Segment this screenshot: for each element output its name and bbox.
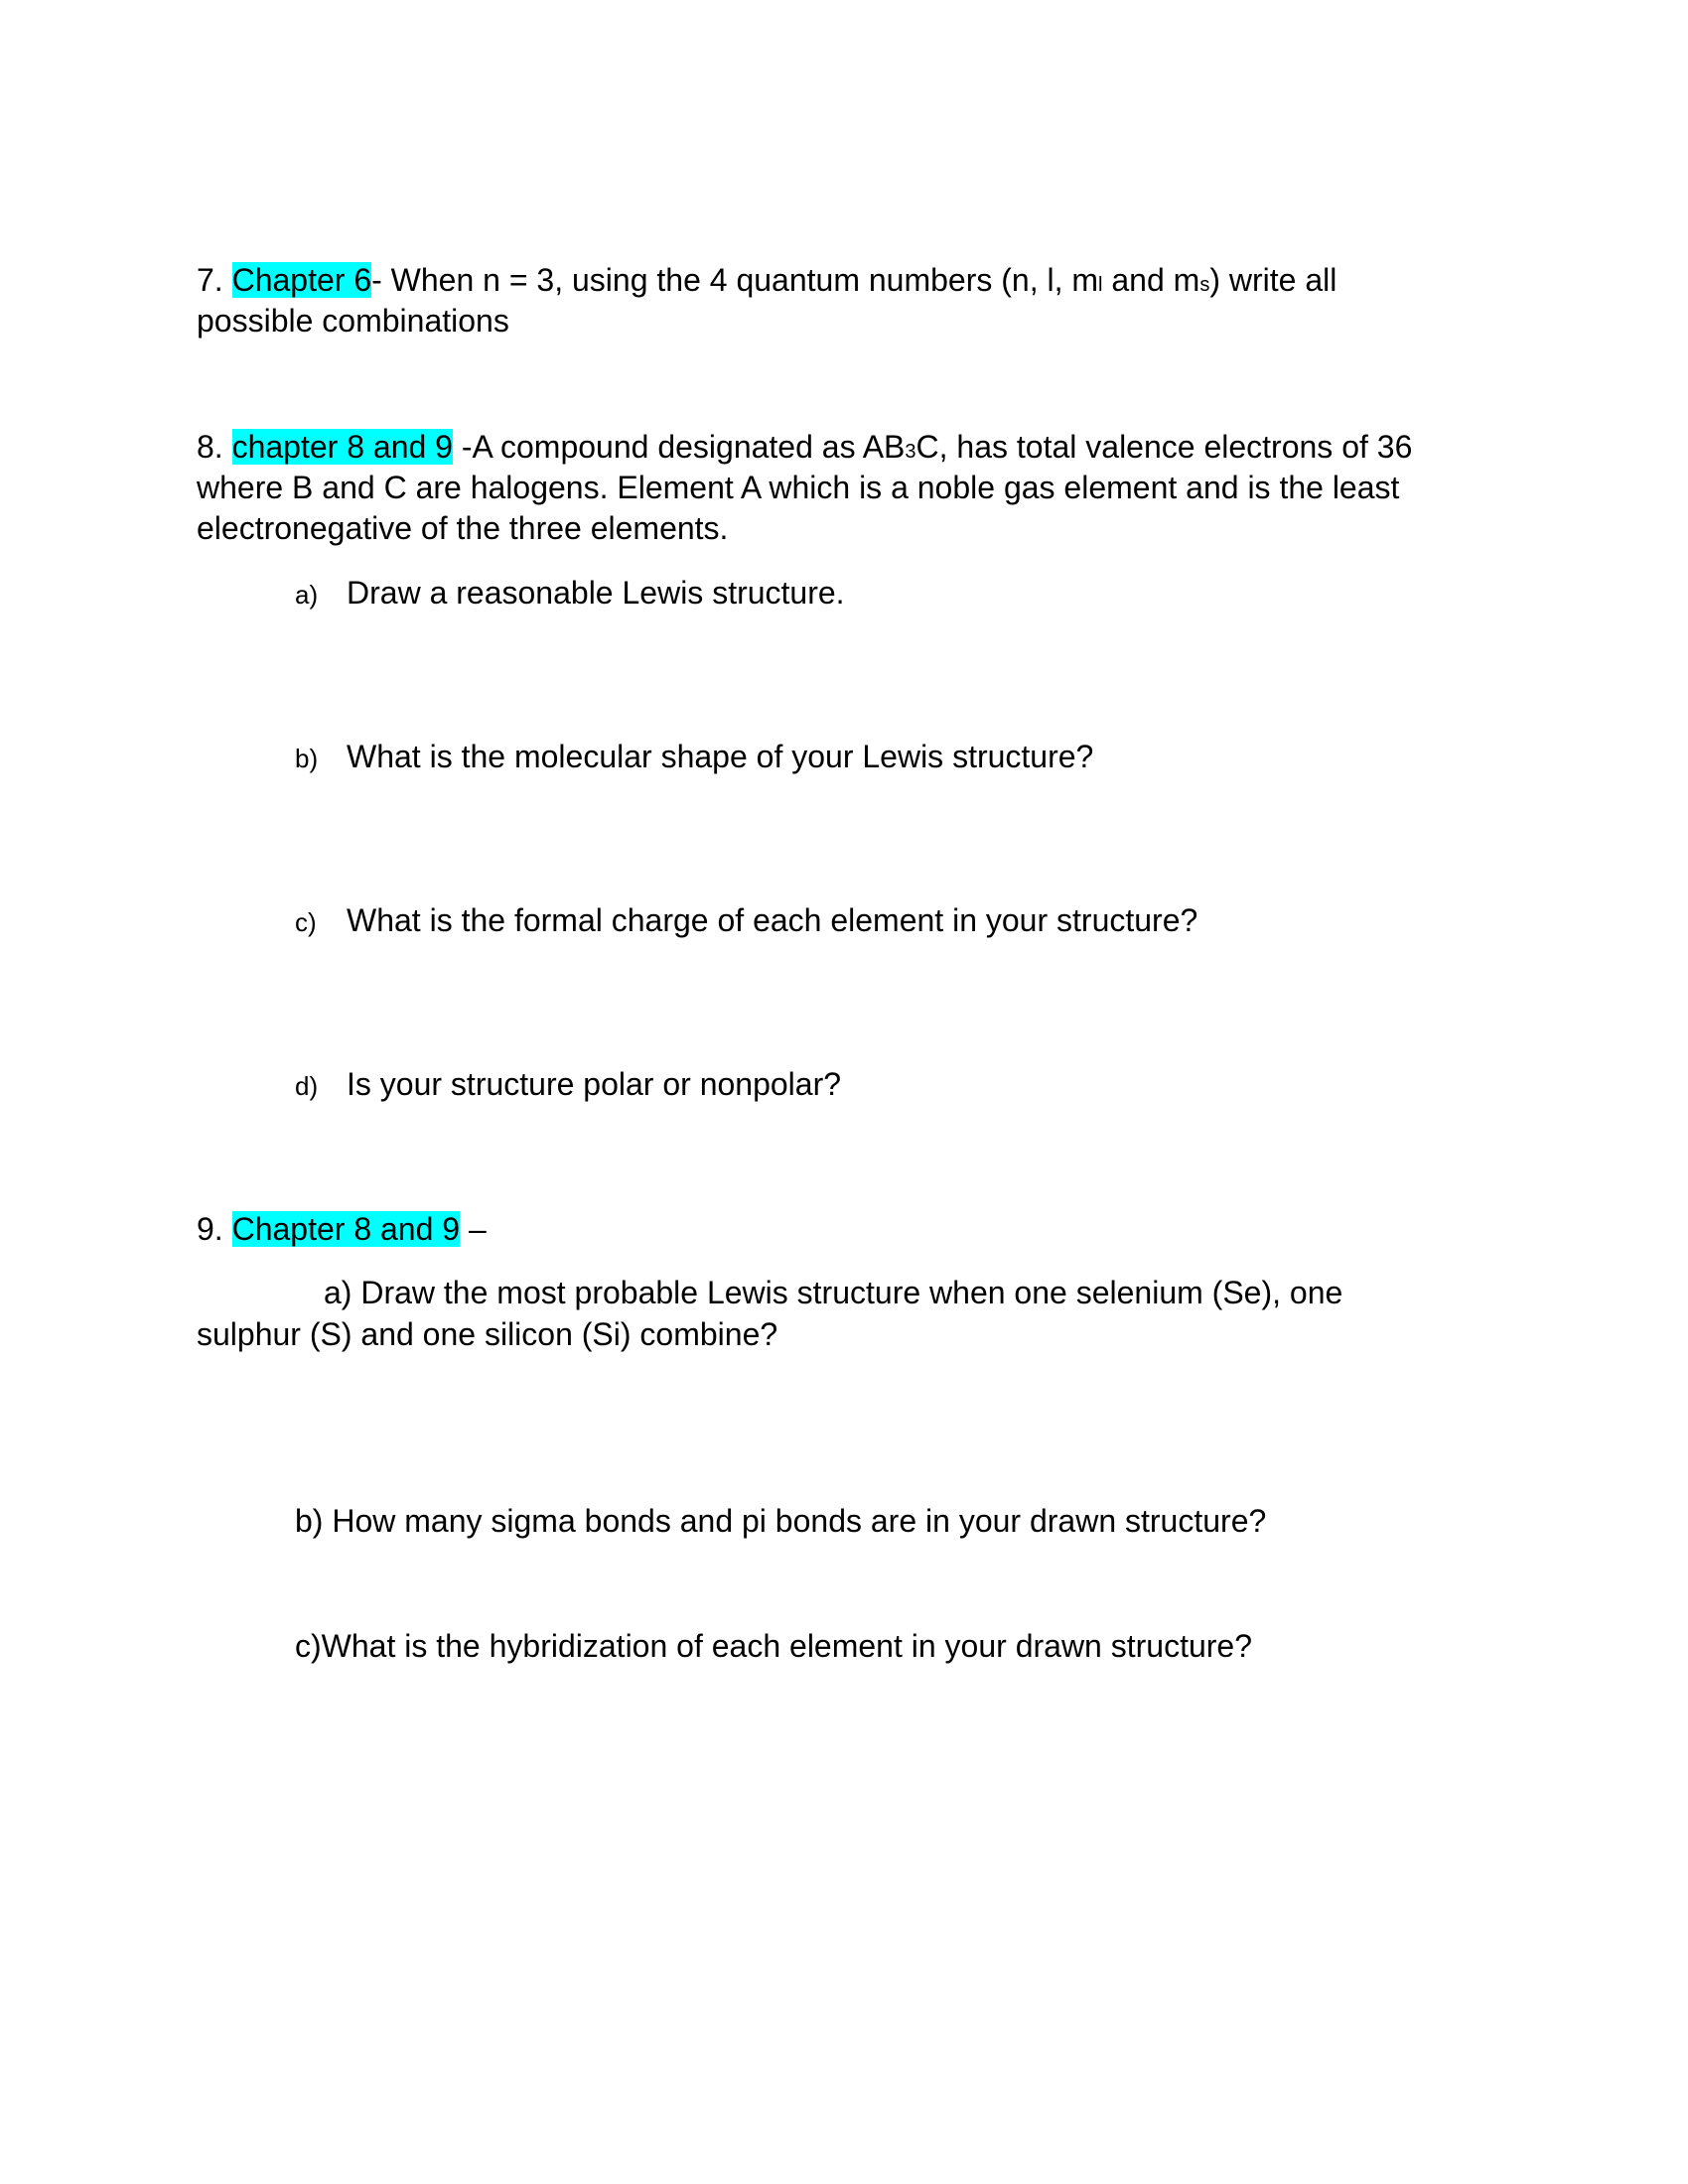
question-9-chapter-highlight: Chapter 8 and 9 (231, 1211, 461, 1247)
question-8-line-1: 8. chapter 8 and 9 -A compound designated as AB3C, has total valence electrons of 36 (197, 429, 1413, 465)
question-8-part-d: d) Is your structure polar or nonpolar? (295, 1066, 842, 1102)
question-7-line-1: 7. Chapter 6- When n = 3, using the 4 quantum numbers (n, l, ml and ms) write all (197, 262, 1337, 298)
question-9-part-a-line-2: sulphur (S) and one silicon (Si) combine? (197, 1316, 778, 1352)
question-9-part-a-line-1: a) Draw the most probable Lewis structure when one selenium (Se), one (324, 1275, 1343, 1310)
question-8-line-3: electronegative of the three elements. (197, 510, 729, 546)
question-9-line-1: 9. Chapter 8 and 9 – (197, 1211, 487, 1247)
question-8-chapter-highlight: chapter 8 and 9 (231, 429, 453, 465)
question-9-number: 9. (197, 1211, 223, 1247)
question-8-part-a: a) Draw a reasonable Lewis structure. (295, 575, 845, 611)
question-8-part-c: c) What is the formal charge of each element in your structure? (295, 902, 1198, 938)
question-8-part-b: b) What is the molecular shape of your Lewis structure? (295, 739, 1094, 774)
question-7-number: 7. (197, 262, 223, 298)
question-9-part-c: c)What is the hybridization of each element in your drawn structure? (295, 1628, 1253, 1664)
question-9-part-b: b) How many sigma bonds and pi bonds are in your drawn structure? (295, 1503, 1267, 1539)
question-7-chapter-highlight: Chapter 6 (231, 262, 372, 298)
question-8-number: 8. (197, 429, 223, 465)
question-7-line-2: possible combinations (197, 303, 509, 339)
question-8-line-2: where B and C are halogens. Element A which is a noble gas element and is the least (197, 470, 1400, 505)
